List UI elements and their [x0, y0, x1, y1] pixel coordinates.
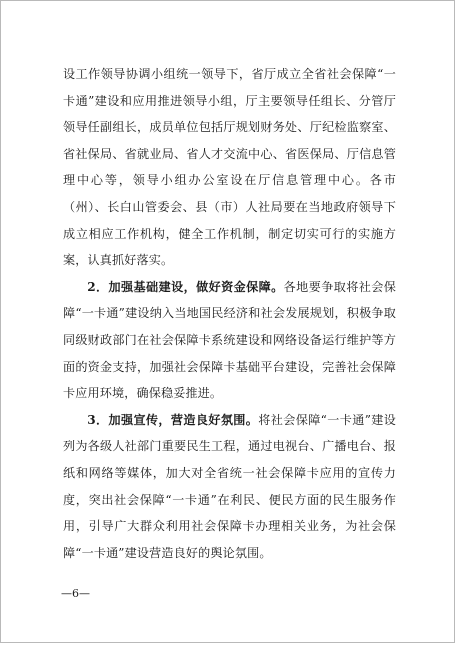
paragraph-funding: [63, 274, 396, 407]
document-body: [63, 61, 396, 566]
paragraph-1-text: 设工作领导协调小组统一领导下，省厅成立全省社会保障“一卡通”建设和应用推进领导小组，厅主要领导任组长、分管厅领导任副组长，成员单位包括厅规划财务处、厅纪检监察室、省社保局、省就业局、省人才交流中心、省医保局、厅信息管理中心等，领导小组办公室设在厅信息管理中心。各市（州）、长白山管委会、县（市）人社局要在当地政府领导下成立相应工作机构，健全工作机制，制定切实可行的实施方案，认真抓好落实。: [63, 67, 396, 268]
paragraph-3-text: 将社会保障“一卡通”建设列为各级人社部门重要民生工程，通过电视台、广播电台、报纸和网络等媒体，加大对全省统一社会保障卡应用的宣传力度，突出社会保障“一卡通”在利民、便民方面的民生服务作用，引导广大群众利用社会保障卡办理相关业务，为社会保障“一卡通”建设营造良好的舆论氛围。: [63, 412, 396, 560]
page-number: —6—: [61, 587, 90, 600]
paragraph-2-heading: 2．加强基础建设，做好资金保障。: [87, 279, 284, 294]
paragraph-3-heading: 3．加强宣传，营造良好氛围。: [87, 412, 259, 427]
paragraph-publicity: [63, 407, 396, 567]
paragraph-2-text: 各地要争取将社会保障“一卡通”建设纳入当地国民经济和社会发展规划，积极争取同级财政部门在社会保障卡系统建设和网络设备运行维护等方面的资金支持，加强社会保障卡基础平台建设，完善社会保障卡应用环境，确保稳妥推进。: [63, 279, 396, 401]
paragraph-continuation: [63, 61, 396, 274]
